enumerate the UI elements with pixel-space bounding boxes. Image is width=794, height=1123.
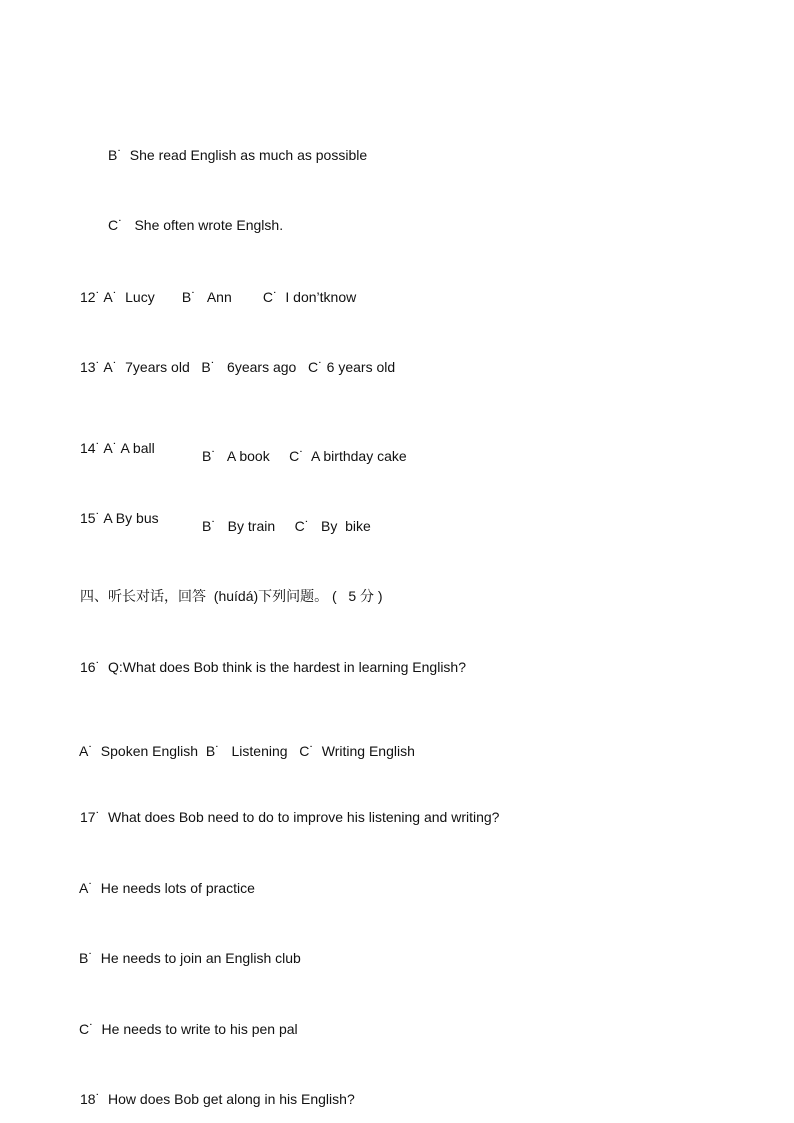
section-4-heading: 四、听长对话，回答 (huídá)下列问题。 ( 5 分 ) — [80, 588, 383, 604]
option-11-b: B˙ She read English as much as possible — [108, 147, 368, 163]
question-17-option-c: C˙ He needs to write to his pen pal — [79, 1021, 298, 1037]
question-18: 18˙ How does Bob get along in his English? — [80, 1091, 355, 1107]
question-17: 17˙ What does Bob need to do to improve his listening and writing? — [80, 809, 500, 825]
question-15-option-a: 15˙ A By bus — [80, 510, 159, 526]
question-17-option-b: B˙ He needs to join an English club — [79, 950, 301, 966]
question-13-options: 13˙ A˙ 7years old B˙ 6years ago C˙ 6 years old — [80, 359, 396, 375]
question-14-options-bc: B˙ A book C˙ A birthday cake — [202, 448, 407, 464]
question-16-options: A˙ Spoken English B˙ Listening C˙ Writing English — [79, 743, 415, 759]
question-16: 16˙ Q:What does Bob think is the hardest in learning English? — [80, 659, 466, 675]
question-14-option-a: 14˙ A˙ A ball — [80, 440, 155, 456]
option-11-c: C˙ She often wrote Englsh. — [108, 217, 284, 233]
question-17-option-a: A˙ He needs lots of practice — [79, 880, 255, 896]
question-12-options: 12˙ A˙ Lucy B˙ Ann C˙ I don’tknow — [80, 289, 357, 305]
question-15-options-bc: B˙ By train C˙ By bike — [202, 518, 371, 534]
